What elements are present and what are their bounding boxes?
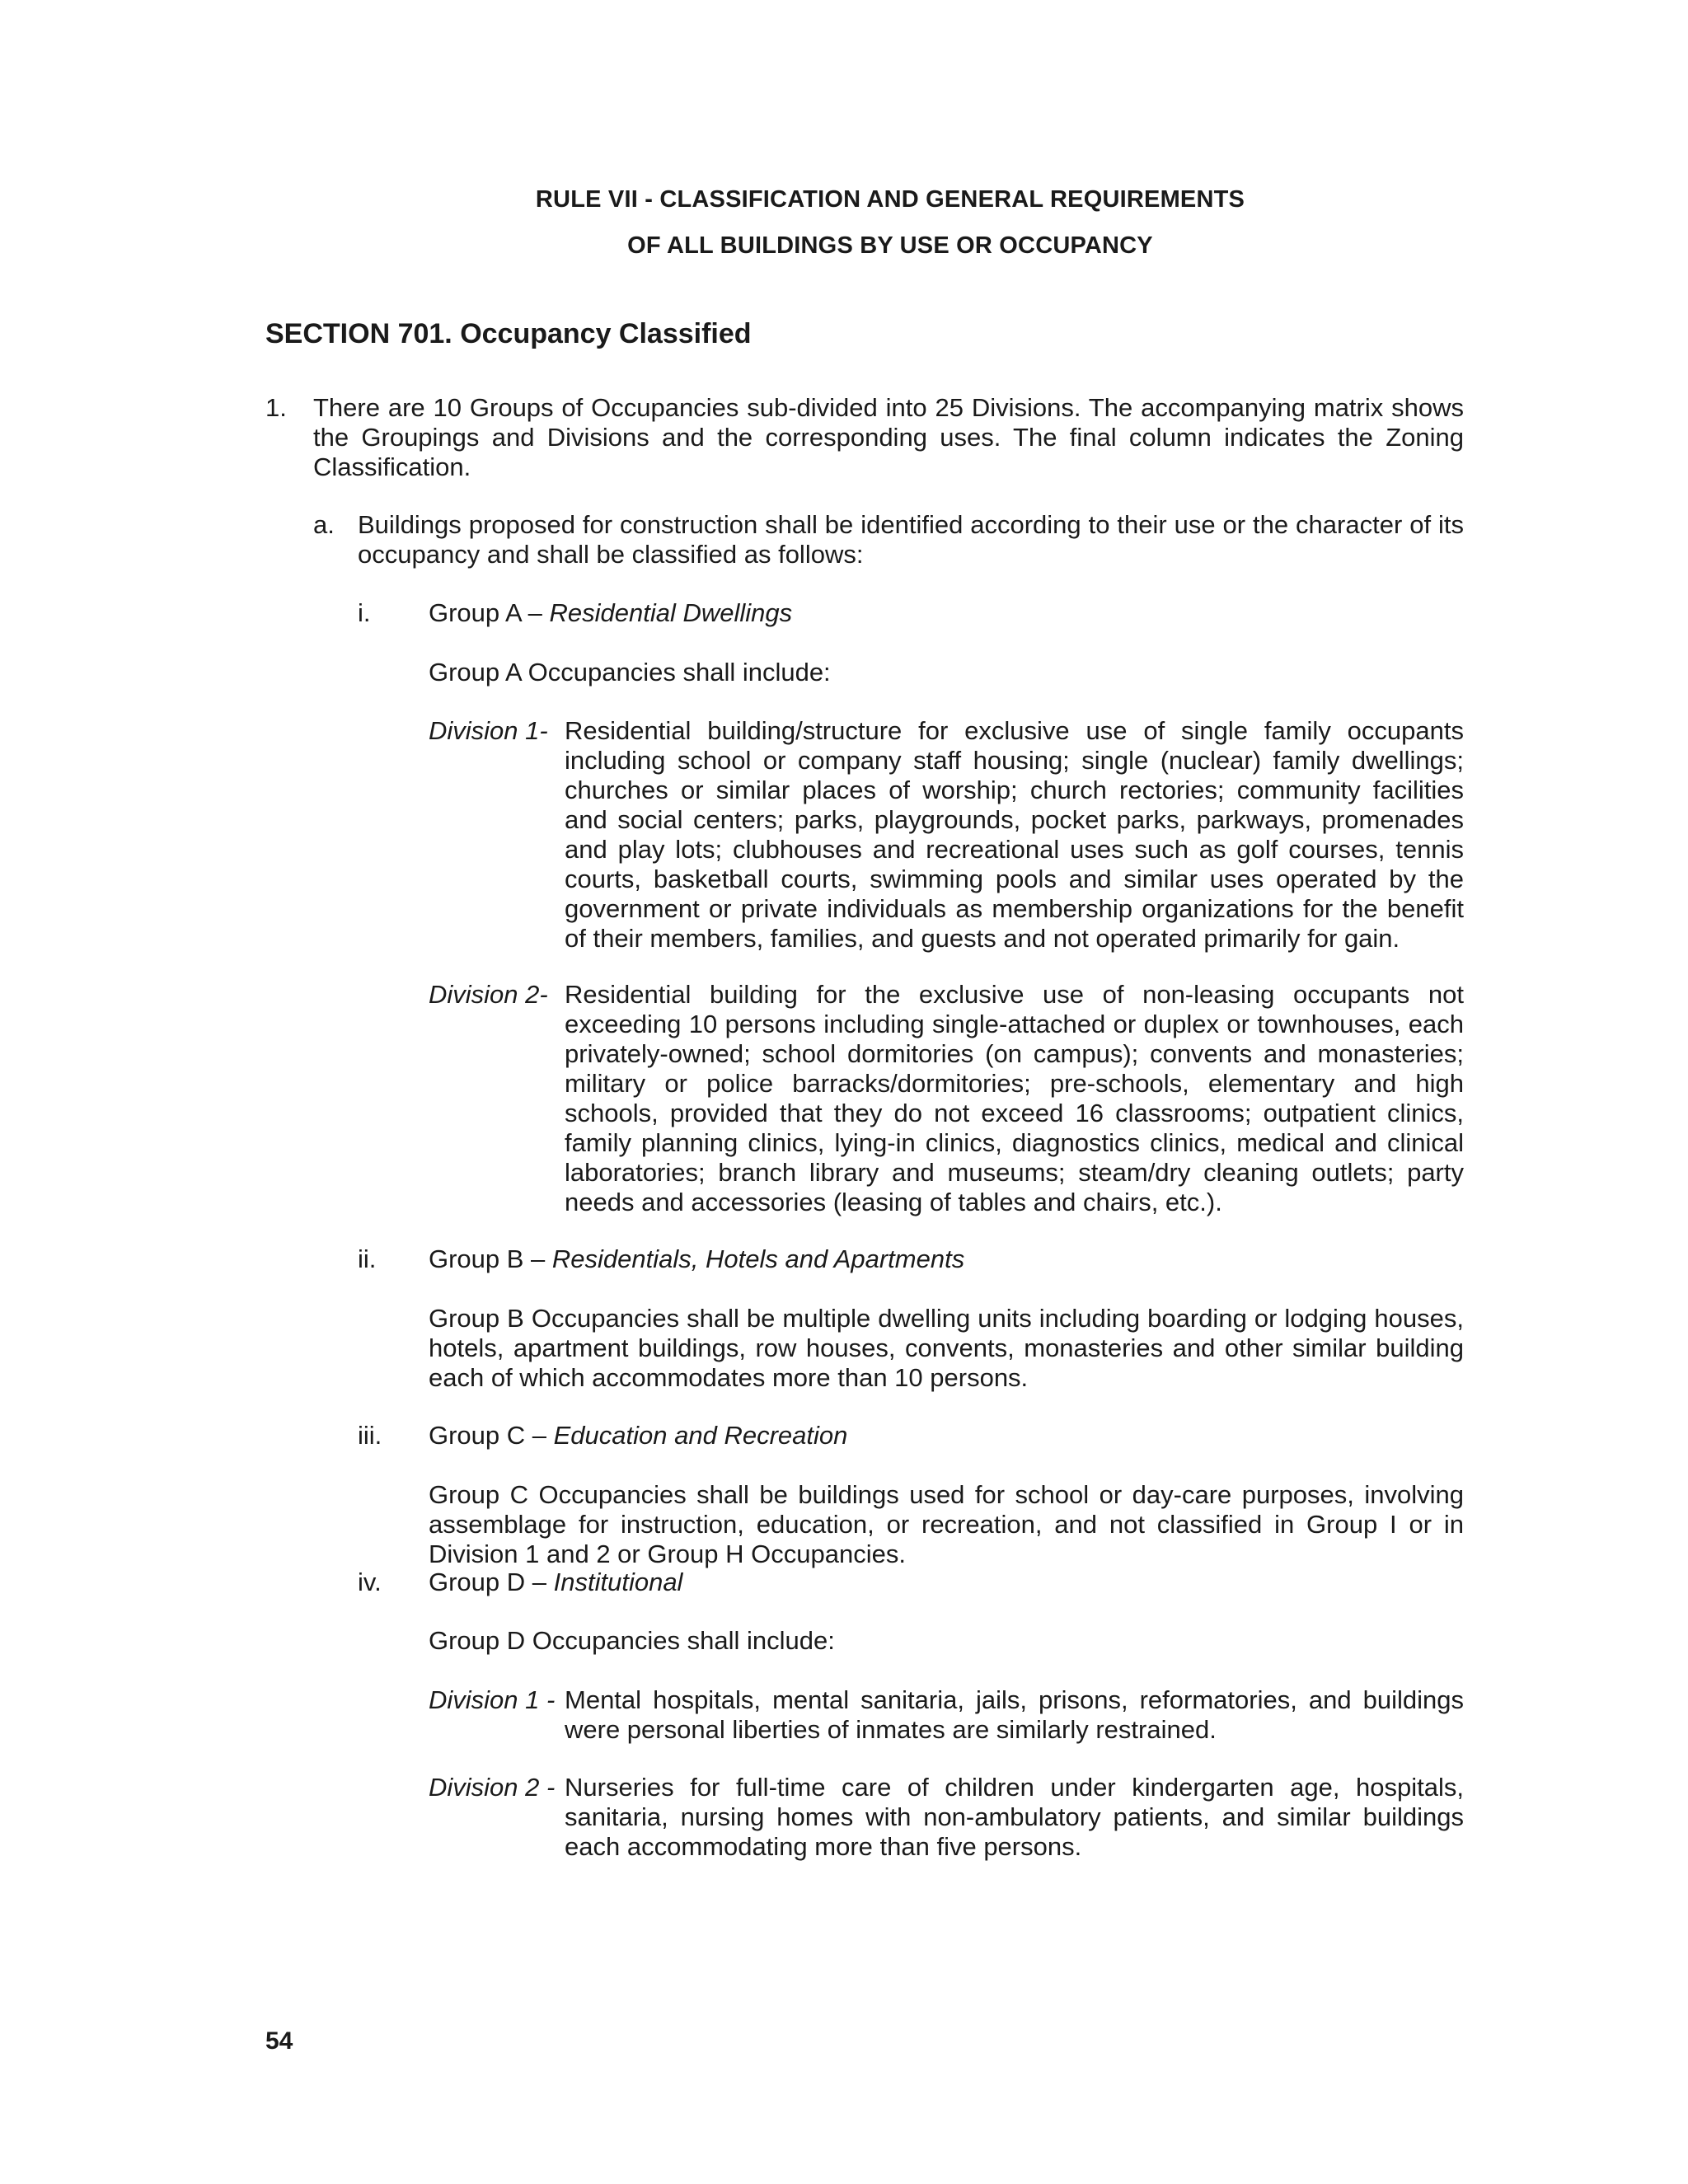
division-text: Mental hospitals, mental sanitaria, jails, prisons, reformatories, and buildings were personal liberties of inmates are similarly restrained. (565, 1685, 1464, 1744)
group-heading-name: Residentials, Hotels and Apartments (551, 1244, 965, 1273)
section-heading: SECTION 701. Occupancy Classified (265, 318, 752, 349)
group-heading (429, 1568, 682, 1597)
group-intro: Group D Occupancies shall include: (429, 1626, 835, 1655)
group-heading (429, 1244, 964, 1274)
division-label: Division 1 - (429, 1685, 556, 1714)
group-heading-name: Institutional (553, 1568, 683, 1596)
paragraph-number: 1. (265, 393, 287, 422)
rule-title-line1: RULE VII - CLASSIFICATION AND GENERAL REQUIREMENTS (535, 186, 1245, 213)
paragraph-text: There are 10 Groups of Occupancies sub-divided into 25 Divisions. The accompanying matrix shows the Groupings and Divisions and the corresponding uses. The final column indicates the Zoning Classification. (313, 393, 1464, 481)
subparagraph-letter: a. (313, 510, 335, 539)
rule-title-line2: OF ALL BUILDINGS BY USE OR OCCUPANCY (627, 232, 1153, 259)
division-text: Residential building for the exclusive use of non-leasing occupants not exceeding 10 persons including single-attached or duplex or townhouses, each privately-owned; school dormitories (on campus); convents and monasteries; military or police barracks/dormitories; pre-schools, elementary and high schools, provided that they do not exceed 16 classrooms; outpatient clinics, family planning clinics, lying-in clinics, diagnostics clinics, medical and clinical laboratories; branch library and museums; steam/dry cleaning outlets; party needs and accessories (leasing of tables and chairs, etc.). (565, 980, 1464, 1216)
group-numeral: iii. (358, 1421, 382, 1450)
division-text: Nurseries for full-time care of children under kindergarten age, hospitals, sanitaria, nursing homes with non-ambulatory patients, and similar buildings each accommodating more than five persons. (565, 1773, 1464, 1861)
group-numeral: i. (358, 598, 371, 627)
group-intro: Group A Occupancies shall include: (429, 658, 831, 687)
group-heading-prefix: Group D – (429, 1568, 554, 1596)
group-text: Group C Occupancies shall be buildings used for school or day-care purposes, involving assemblage for instruction, education, or recreation, and not classified in Group I or in Division 1 and 2 or Group H Occupancies. (429, 1480, 1464, 1568)
group-numeral: ii. (358, 1244, 377, 1273)
division-label: Division 2 - (429, 1773, 556, 1802)
group-heading-prefix: Group B – (429, 1244, 552, 1273)
group-heading-name: Residential Dwellings (549, 598, 793, 627)
group-heading-prefix: Group C – (429, 1421, 554, 1450)
group-heading-name: Education and Recreation (553, 1421, 848, 1450)
group-heading (429, 598, 792, 628)
group-heading (429, 1421, 847, 1451)
page-number: 54 (265, 2027, 293, 2055)
group-numeral: iv. (358, 1568, 382, 1596)
group-heading-prefix: Group A – (429, 598, 550, 627)
group-text: Group B Occupancies shall be multiple dwelling units including boarding or lodging houses, hotels, apartment buildings, row houses, convents, monasteries and other similar building each of which accommodates more than 10 persons. (429, 1304, 1464, 1392)
division-label: Division 1- (429, 716, 548, 745)
division-label: Division 2- (429, 980, 548, 1009)
division-text: Residential building/structure for exclusive use of single family occupants including school or company staff housing; single (nuclear) family dwellings; churches or similar places of worship; church rectories; community facilities and social centers; parks, playgrounds, pocket parks, parkways, promenades and play lots; clubhouses and recreational uses such as golf courses, tennis courts, basketball courts, swimming pools and similar uses operated by the government or private individuals as membership organizations for the benefit of their members, families, and guests and not operated primarily for gain. (565, 716, 1464, 953)
subparagraph-text: Buildings proposed for construction shall be identified according to their use or the character of its occupancy and shall be classified as follows: (358, 510, 1464, 569)
